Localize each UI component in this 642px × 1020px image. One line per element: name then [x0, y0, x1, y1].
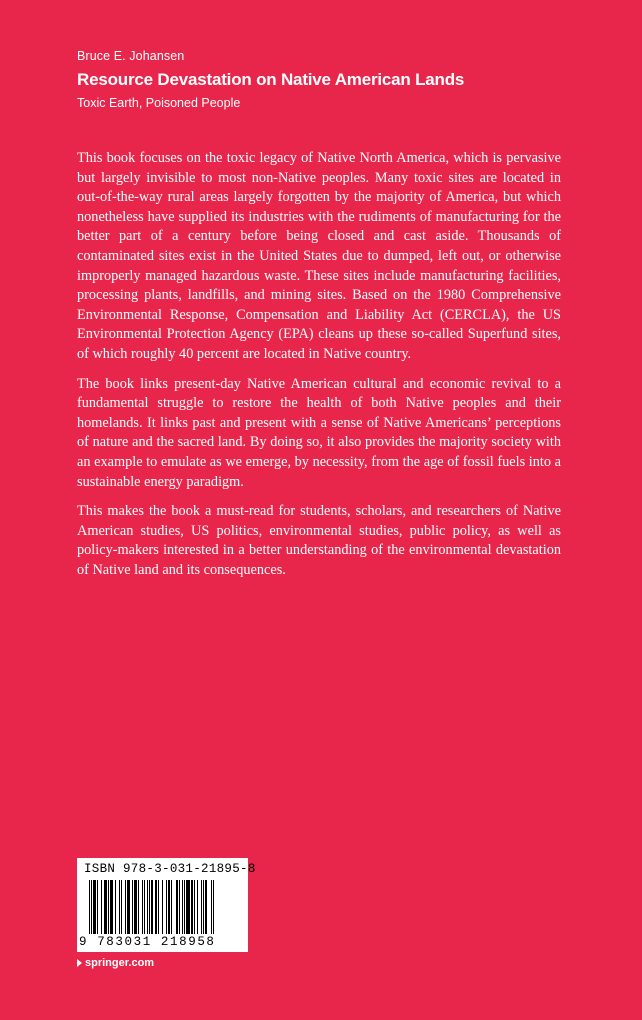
publisher-url: springer.com: [85, 957, 155, 969]
book-title: Resource Devastation on Native American Lands: [77, 70, 465, 89]
description-paragraph: This book focuses on the toxic legacy of Native North America, which is pervasive but largely invisible to most non-Native peoples. Many toxic sites are located in out-of-the-way rural areas largely forgotten by the majority of America, but which nonetheless have supplied its industries with the rudiments of manufacturing for the better part of a century before being closed and cast aside. Thousands of contaminated sites exist in the United States due to dumped, left out, or otherwise improperly managed hazardous waste. These sites include manufacturing facilities, processing plants, landfills, and mining sites. Based on the 1980 Comprehensive Environmental Response, Compensation and Liability Act (CERCLA), the US Environmental Protection Agency (EPA) cleans up these so-called Superfund sites, of which roughly 40 percent are located in Native country.: [77, 150, 561, 362]
description: [77, 149, 561, 590]
barcode-digits: 9 783031 218958: [79, 935, 216, 949]
description-paragraph: The book links present-day Native American cultural and economic revival to a fundamental struggle to restore the health of both Native peoples and their homelands. It links past and present with a sense of Native Americans’ perceptions of nature and the sacred land. By doing so, it also provides the majority society with an example to emulate as we emerge, by necessity, from the age of fossil fuels into a sustainable energy paradigm.: [77, 375, 561, 490]
isbn-barcode: [77, 858, 256, 952]
barcode-bars: [89, 880, 244, 934]
author-name: Bruce E. Johansen: [77, 49, 185, 63]
isbn-label: ISBN 978-3-031-21895-8: [84, 862, 256, 876]
book-subtitle: Toxic Earth, Poisoned People: [77, 96, 241, 110]
description-paragraph: This makes the book a must-read for students, scholars, and researchers of Native American studies, US politics, environmental studies, public policy, as well as policy-makers interested in a better understanding of the environmental devastation of Native land and its consequences.: [77, 503, 561, 578]
publisher-link[interactable]: [77, 957, 154, 969]
arrow-right-icon: [77, 959, 82, 967]
